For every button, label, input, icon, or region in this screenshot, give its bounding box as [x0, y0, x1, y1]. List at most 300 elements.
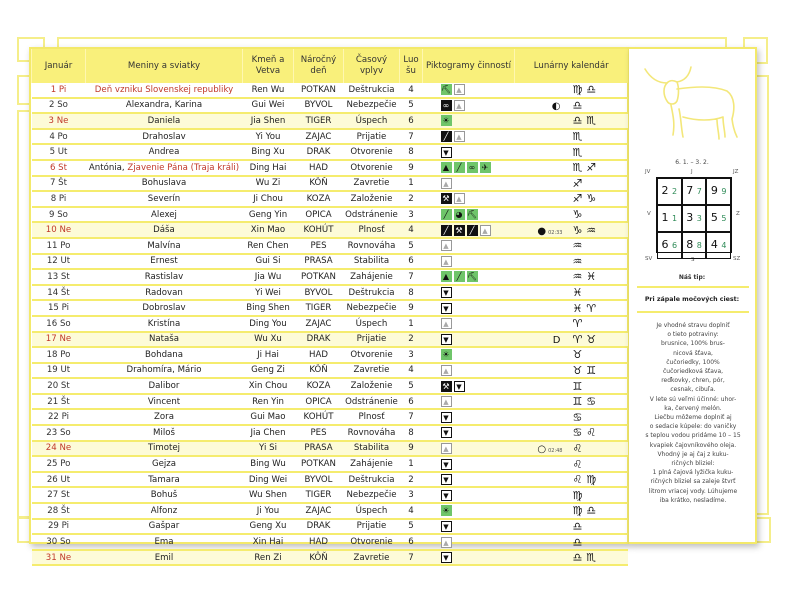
picto-cell: [423, 550, 515, 566]
luoshu-cell: 8: [400, 425, 423, 441]
triangle-up-icon: ▲: [441, 256, 452, 267]
day-cell: DRAK: [294, 519, 344, 535]
divider: [637, 311, 749, 313]
moon-phase-icon: [515, 428, 563, 439]
names-cell: [86, 176, 243, 192]
luoshu-cell: [706, 178, 731, 205]
name-day: Alfonz: [150, 505, 178, 516]
influence-cell: Plnosť: [344, 222, 400, 238]
picto-cell: [423, 332, 515, 348]
moon-phase-icon: [515, 241, 563, 252]
moon-phase-icon: [515, 444, 563, 455]
names-cell: [86, 238, 243, 254]
table-row: [32, 207, 628, 223]
names-cell: [86, 550, 243, 566]
date-cell: 9 So: [32, 207, 86, 223]
influence-cell: Otvorenie: [344, 144, 400, 160]
pickaxe-icon: ⛏: [440, 85, 452, 95]
names-cell: [86, 503, 243, 519]
lunar-cell: [515, 378, 628, 394]
name-day: Rastislav: [144, 271, 184, 282]
names-cell: [86, 378, 243, 394]
zodiac-sign-icon: ♉: [572, 348, 583, 362]
luoshu-sub: 9: [721, 187, 727, 196]
luoshu-main: 3: [686, 211, 694, 224]
decor-frame: [757, 75, 769, 515]
triangle-up-icon: ▲: [454, 100, 465, 111]
moon-phase-icon: [515, 226, 563, 237]
day-cell: BYVOL: [294, 472, 344, 488]
picto-cell: [423, 144, 515, 160]
moon-time: 02:33: [548, 229, 563, 236]
date-cell: 27 St: [32, 487, 86, 503]
luoshu-main: 9: [710, 184, 718, 197]
triangle-up-icon: ▲: [454, 131, 465, 142]
luoshu-cell: 4: [400, 222, 423, 238]
branch-cell: Xin Mao: [243, 222, 294, 238]
branch-cell: Bing Shen: [243, 300, 294, 316]
luoshu-main: 5: [710, 211, 718, 224]
day-cell: TIGER: [294, 487, 344, 503]
names-cell: [86, 160, 243, 176]
name-day: Timotej: [147, 443, 181, 454]
lunar-cell: [515, 83, 628, 98]
table-row: [32, 316, 628, 332]
lunar-cell: [515, 550, 628, 566]
names-cell: [86, 441, 243, 457]
moon-phase-icon: [515, 101, 563, 112]
luoshu-cell: [682, 205, 707, 232]
branch-cell: Ji You: [243, 503, 294, 519]
zodiac-sign-icon: ♎: [572, 519, 583, 533]
luoshu-cell: 3: [400, 207, 423, 223]
luoshu-cell: [657, 232, 682, 259]
date-cell: 1 Pi: [32, 83, 86, 98]
date-cell: 28 Št: [32, 503, 86, 519]
moon-glyph: D: [552, 334, 561, 346]
table-row: [32, 394, 628, 410]
name-day: Miloš: [153, 427, 175, 438]
header-month: Január: [32, 49, 86, 83]
branch-cell: Wu Zi: [243, 176, 294, 192]
header-influence: Časový vplyv: [344, 49, 400, 83]
hammer-icon: ⚒: [442, 194, 450, 204]
lunar-cell: [515, 129, 628, 145]
luoshu-cell: 7: [400, 409, 423, 425]
picto-cell: [423, 98, 515, 114]
luoshu-cell: 2: [400, 191, 423, 207]
moon-phase-icon: [515, 116, 563, 127]
day-cell: TIGER: [294, 300, 344, 316]
name-day: Nataša: [148, 334, 180, 345]
triangle-down-icon: ▼: [441, 521, 452, 532]
holiday: Deň vzniku Slovenskej republiky: [94, 84, 234, 95]
luoshu-cell: 9: [400, 441, 423, 457]
luoshu-cell: [682, 178, 707, 205]
names-cell: [86, 254, 243, 270]
luoshu-cell: 1: [400, 456, 423, 472]
table-row: [32, 347, 628, 363]
luoshu-cell: [657, 205, 682, 232]
picto-cell: [423, 254, 515, 270]
luoshu-cell: 5: [400, 238, 423, 254]
date-cell: 24 Ne: [32, 441, 86, 457]
date-cell: 25 Po: [32, 456, 86, 472]
names-cell: [86, 519, 243, 535]
influence-cell: Deštrukcia: [344, 285, 400, 301]
table-row: [32, 456, 628, 472]
table-row: [32, 285, 628, 301]
moon-phase-icon: [515, 538, 563, 549]
names-cell: [86, 113, 243, 129]
lunar-cell: [515, 144, 628, 160]
table-row: [32, 269, 628, 285]
date-range: 6. 1. – 3. 2.: [675, 159, 709, 166]
name-day: Antónia,: [88, 162, 128, 173]
name-day: Daniela: [147, 115, 181, 126]
picto-cell: [423, 285, 515, 301]
header-luoshu: Luo šu: [400, 49, 423, 83]
branch-cell: Ding Hai: [243, 160, 294, 176]
triangle-up-icon: ▲: [441, 396, 452, 407]
branch-cell: Gui Mao: [243, 409, 294, 425]
name-day: Ema: [154, 537, 174, 548]
moon-phase-icon: [515, 366, 563, 377]
table-row: [32, 83, 628, 98]
triangle-down-icon: ▼: [441, 474, 452, 485]
triangle-down-icon: ▼: [441, 427, 452, 438]
luoshu-cell: 5: [400, 98, 423, 114]
name-day: Bohuslava: [141, 178, 187, 189]
lunar-cell: [515, 316, 628, 332]
rings-icon: ∞: [441, 100, 452, 111]
triangle-down-icon: ▼: [441, 147, 452, 158]
luoshu-main: 1: [661, 211, 669, 224]
branch-cell: Yi You: [243, 129, 294, 145]
moon-phase-icon: [515, 397, 563, 408]
header-day: Náročný deň: [294, 49, 344, 83]
triangle-up-icon: ▲: [441, 318, 452, 329]
picto-cell: [423, 347, 515, 363]
influence-cell: Deštrukcia: [344, 83, 400, 98]
table-row: [32, 176, 628, 192]
tree-icon: ▲: [441, 162, 452, 173]
luoshu-cell: 3: [400, 487, 423, 503]
influence-cell: Úspech: [344, 503, 400, 519]
moon-phase-icon: [515, 553, 563, 564]
date-cell: 29 Pi: [32, 519, 86, 535]
date-cell: 23 So: [32, 425, 86, 441]
names-cell: [86, 347, 243, 363]
moon-phase-icon: [515, 304, 563, 315]
names-cell: [86, 83, 243, 98]
day-cell: KÔŇ: [294, 550, 344, 566]
date-cell: 10 Ne: [32, 222, 86, 238]
branch-cell: Yi Si: [243, 441, 294, 457]
day-cell: PES: [294, 425, 344, 441]
branch-cell: Ren Yin: [243, 394, 294, 410]
triangle-up-icon: ▲: [441, 443, 452, 454]
names-cell: [86, 191, 243, 207]
moon-phase-icon: [515, 460, 563, 471]
date-cell: 13 St: [32, 269, 86, 285]
luoshu-cell: 4: [400, 503, 423, 519]
moon-phase-icon: [515, 522, 563, 533]
lunar-cell: [515, 113, 628, 129]
date-cell: 15 Pi: [32, 300, 86, 316]
lunar-cell: [515, 394, 628, 410]
zodiac-sign-icon: ♒ ♓: [572, 270, 597, 284]
triangle-down-icon: ▼: [441, 303, 452, 314]
table-row: [32, 160, 628, 176]
table-row: [32, 441, 628, 457]
table-row: [32, 503, 628, 519]
tip-title: Pri zápale močových ciest:: [644, 296, 740, 303]
zodiac-sign-icon: ♉ ♊: [572, 363, 597, 377]
influence-cell: Rovnováha: [344, 425, 400, 441]
syringe-icon: ╱: [467, 225, 478, 236]
luoshu-cell: [706, 232, 731, 259]
zodiac-sign-icon: ♊: [572, 379, 583, 393]
name-day: Drahoslav: [142, 131, 186, 142]
name-day: Radovan: [145, 287, 183, 298]
date-cell: 21 Št: [32, 394, 86, 410]
header-branch: Kmeň a Vetva: [243, 49, 294, 83]
luoshu-cell: [706, 205, 731, 232]
lunar-cell: [515, 519, 628, 535]
triangle-up-icon: ▲: [454, 84, 465, 95]
lunar-cell: [515, 456, 628, 472]
branch-cell: Ji Chou: [243, 191, 294, 207]
branch-cell: Ji Hai: [243, 347, 294, 363]
influence-cell: Deštrukcia: [344, 472, 400, 488]
name-day: Ernest: [150, 256, 178, 267]
date-cell: 16 So: [32, 316, 86, 332]
picto-cell: [423, 487, 515, 503]
moon-phase-icon: [515, 288, 563, 299]
triangle-down-icon: ▼: [454, 381, 465, 392]
hammer-icon: ⚒: [442, 381, 450, 391]
table-row: [32, 363, 628, 379]
picto-cell: [423, 269, 515, 285]
moon-phase-icon: [515, 257, 563, 268]
picto-cell: [423, 472, 515, 488]
zodiac-sign-icon: ♎ ♏: [572, 551, 597, 565]
name-day: Gašpar: [148, 521, 180, 532]
day-cell: HAD: [294, 534, 344, 550]
moon-phase-icon: [515, 335, 563, 346]
date-cell: 4 Po: [32, 129, 86, 145]
day-cell: HAD: [294, 347, 344, 363]
names-cell: [86, 316, 243, 332]
lunar-cell: [515, 534, 628, 550]
triangle-up-icon: ▲: [480, 225, 491, 236]
triangle-down-icon: ▼: [441, 412, 452, 423]
luoshu-cell: 5: [400, 519, 423, 535]
branch-cell: Jia Wu: [243, 269, 294, 285]
triangle-up-icon: ▲: [441, 240, 452, 251]
picto-cell: [423, 191, 515, 207]
header-picto: Piktogramy činností: [423, 49, 515, 83]
names-cell: [86, 472, 243, 488]
pickaxe-icon: ⛏: [466, 272, 478, 282]
day-cell: OPICA: [294, 394, 344, 410]
date-cell: 14 Št: [32, 285, 86, 301]
moon-phase-icon: [515, 272, 563, 283]
sun-icon: ☀: [442, 116, 450, 126]
lunar-cell: [515, 409, 628, 425]
moon-phase-icon: [515, 350, 563, 361]
moon-phase-icon: [515, 210, 563, 221]
day-cell: KÔŇ: [294, 176, 344, 192]
picto-cell: [423, 519, 515, 535]
date-cell: 19 Ut: [32, 363, 86, 379]
luoshu-sub: 4: [721, 241, 727, 250]
luoshu-sub: 5: [721, 214, 727, 223]
branch-cell: Ding You: [243, 316, 294, 332]
picto-cell: [423, 503, 515, 519]
branch-cell: Bing Wu: [243, 456, 294, 472]
influence-cell: Otvorenie: [344, 160, 400, 176]
luoshu-cell: 7: [400, 129, 423, 145]
holiday: Zjavenie Pána (Traja králi): [127, 162, 240, 173]
picto-cell: [423, 378, 515, 394]
date-cell: 22 Pi: [32, 409, 86, 425]
zodiac-sign-icon: ♐: [572, 176, 583, 190]
table-row: [32, 425, 628, 441]
branch-cell: Bing Xu: [243, 144, 294, 160]
direction-sw: SV: [645, 256, 653, 262]
names-cell: [86, 300, 243, 316]
moon-phase-icon: [515, 85, 563, 96]
influence-cell: Úspech: [344, 113, 400, 129]
day-cell: DRAK: [294, 332, 344, 348]
influence-cell: Zavretie: [344, 550, 400, 566]
picto-cell: [423, 456, 515, 472]
date-cell: 26 Ut: [32, 472, 86, 488]
tip-heading: Náš tip:: [678, 274, 706, 281]
day-cell: PES: [294, 238, 344, 254]
day-cell: BYVOL: [294, 285, 344, 301]
date-cell: 12 Ut: [32, 254, 86, 270]
luoshu-sub: 2: [672, 187, 678, 196]
names-cell: [86, 456, 243, 472]
name-day: Dalibor: [148, 381, 180, 392]
names-cell: [86, 222, 243, 238]
zodiac-sign-icon: ♏ ♐: [572, 161, 597, 175]
zodiac-sign-icon: ♓ ♈: [572, 301, 597, 315]
date-cell: 17 Ne: [32, 332, 86, 348]
luoshu-cell: 6: [400, 534, 423, 550]
date-cell: 2 So: [32, 98, 86, 114]
lunar-cell: [515, 160, 628, 176]
influence-cell: Prijatie: [344, 519, 400, 535]
names-cell: [86, 98, 243, 114]
luoshu-sub: 8: [696, 241, 702, 250]
branch-cell: Ren Chen: [243, 238, 294, 254]
pickaxe-icon: ⛏: [466, 210, 478, 220]
table-row: [32, 144, 628, 160]
day-cell: ZAJAC: [294, 316, 344, 332]
names-cell: [86, 425, 243, 441]
luoshu-cell: 2: [400, 332, 423, 348]
header-names: Meniny a sviatky: [86, 49, 243, 83]
picto-cell: [423, 363, 515, 379]
picto-cell: [423, 176, 515, 192]
zodiac-sign-icon: ♎: [572, 98, 583, 112]
day-cell: HAD: [294, 160, 344, 176]
names-cell: [86, 144, 243, 160]
picto-cell: [423, 160, 515, 176]
luoshu-grid: [656, 177, 732, 253]
syringe-icon: ╱: [441, 209, 452, 220]
moon-glyph: ●: [537, 225, 547, 237]
luoshu-cell: [657, 178, 682, 205]
influence-cell: Plnosť: [344, 409, 400, 425]
zodiac-sign-icon: ♎: [572, 535, 583, 549]
calendar-table: [31, 49, 628, 566]
picto-cell: [423, 394, 515, 410]
knife-icon: ╱: [454, 162, 465, 173]
influence-cell: Zahájenie: [344, 456, 400, 472]
lunar-cell: [515, 487, 628, 503]
name-day: Alexej: [151, 209, 177, 220]
luoshu-cell: 8: [400, 144, 423, 160]
lunar-cell: [515, 191, 628, 207]
table-row: [32, 550, 628, 566]
picto-cell: [423, 129, 515, 145]
table-row: [32, 191, 628, 207]
luoshu-cell: 3: [400, 347, 423, 363]
header-lunar: Lunárny kalendár: [515, 49, 628, 83]
branch-cell: Ren Zi: [243, 550, 294, 566]
zodiac-sign-icon: ♈: [572, 317, 583, 331]
date-cell: 20 St: [32, 378, 86, 394]
luoshu-cell: 6: [400, 254, 423, 270]
day-cell: KÔŇ: [294, 363, 344, 379]
day-cell: POTKAN: [294, 456, 344, 472]
lunar-cell: [515, 254, 628, 270]
names-cell: [86, 534, 243, 550]
knife-icon: ╱: [454, 271, 465, 282]
luoshu-cell: [682, 232, 707, 259]
influence-cell: Nebezpečie: [344, 487, 400, 503]
zodiac-sign-icon: ♌ ♍: [572, 473, 597, 487]
lunar-cell: [515, 176, 628, 192]
name-day: Malvína: [147, 240, 181, 251]
zodiac-sign-icon: ♊ ♋: [572, 395, 597, 409]
lunar-cell: [515, 441, 628, 457]
influence-cell: Zavretie: [344, 363, 400, 379]
car-icon: ◕: [454, 209, 465, 220]
names-cell: [86, 269, 243, 285]
branch-cell: Geng Yin: [243, 207, 294, 223]
moon-phase-icon: [515, 491, 563, 502]
direction-w: V: [647, 211, 651, 217]
lunar-cell: [515, 332, 628, 348]
zodiac-sign-icon: ♋: [572, 410, 583, 424]
plane-icon: ✈: [480, 162, 491, 173]
name-day: Drahomíra, Mário: [126, 365, 202, 376]
branch-cell: Gui Si: [243, 254, 294, 270]
table-row: [32, 129, 628, 145]
branch-cell: Geng Xu: [243, 519, 294, 535]
zodiac-sign-icon: ♌: [572, 441, 583, 455]
luoshu-main: 4: [710, 238, 718, 251]
zodiac-sign-icon: ♏: [572, 145, 583, 159]
syringe-icon: ╱: [441, 131, 452, 142]
moon-phase-icon: [515, 194, 563, 205]
